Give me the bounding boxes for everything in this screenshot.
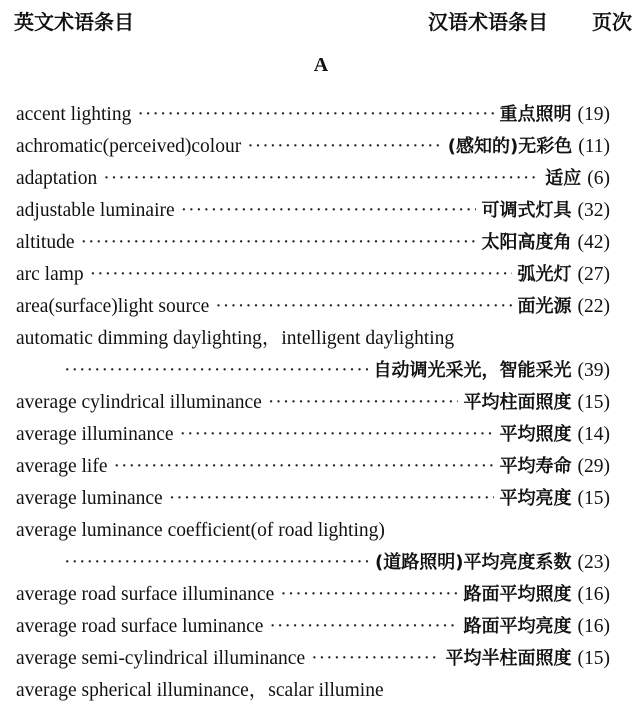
dot-leader <box>103 163 539 195</box>
column-heading-chinese: 汉语术语条目 <box>428 10 548 34</box>
page-number: (15) <box>577 488 610 509</box>
page-number: (14) <box>577 424 610 445</box>
page-number: (19) <box>577 104 610 125</box>
dot-leader <box>113 451 493 483</box>
page-number: (15) <box>577 648 610 669</box>
chinese-term: 适应 <box>545 168 582 189</box>
index-entry <box>16 675 610 707</box>
page-number: (16) <box>577 584 610 605</box>
dot-leader <box>90 259 512 291</box>
page-number: (15) <box>577 392 610 413</box>
index-entry <box>16 131 610 163</box>
page-header <box>14 6 634 32</box>
page-number: (27) <box>577 264 610 285</box>
chinese-term: 自动调光采光，智能采光 <box>373 360 572 381</box>
index-entry <box>16 195 610 227</box>
english-term: average life <box>16 456 108 477</box>
chinese-term: 平均亮度 <box>499 488 572 509</box>
chinese-term: (感知的)无彩色 <box>447 136 573 157</box>
chinese-term: 路面平均亮度 <box>463 616 572 637</box>
english-term: adjustable luminaire <box>16 200 175 221</box>
dot-leader <box>181 195 476 227</box>
dot-leader <box>180 419 494 451</box>
section-letter: A <box>313 54 329 76</box>
dot-leader <box>280 579 457 611</box>
chinese-term: 可调式灯具 <box>481 200 572 221</box>
index-entry <box>16 259 610 291</box>
index-entry <box>16 419 610 451</box>
dot-leader <box>80 227 475 259</box>
index-entry-continuation <box>16 547 610 579</box>
index-entry <box>16 323 610 355</box>
index-entry-continuation <box>16 355 610 387</box>
page-number: (32) <box>577 200 610 221</box>
column-heading-page: 页次 <box>592 10 632 34</box>
column-heading-english: 英文术语条目 <box>14 10 134 34</box>
index-entry <box>16 579 610 611</box>
index-entries <box>16 99 610 707</box>
chinese-term: 平均寿命 <box>499 456 572 477</box>
page-number: (6) <box>587 168 610 189</box>
index-entry <box>16 227 610 259</box>
english-term: adaptation <box>16 168 98 189</box>
index-entry <box>16 611 610 643</box>
english-term: achromatic(perceived)colour <box>16 136 242 157</box>
english-term: average spherical illuminance，scalar illumine <box>16 680 384 701</box>
chinese-term: 面光源 <box>517 296 572 317</box>
page-number: (11) <box>578 136 610 157</box>
chinese-term: 重点照明 <box>499 104 572 125</box>
index-entry <box>16 483 610 515</box>
dot-leader <box>268 387 458 419</box>
chinese-term: 太阳高度角 <box>481 232 572 253</box>
index-entry <box>16 643 610 675</box>
chinese-term: 平均半柱面照度 <box>445 648 572 669</box>
index-entry <box>16 451 610 483</box>
page-number: (16) <box>577 616 610 637</box>
page-number: (22) <box>577 296 610 317</box>
english-term: average semi-cylindrical illuminance <box>16 648 306 669</box>
index-entry <box>16 387 610 419</box>
english-term: arc lamp <box>16 264 84 285</box>
english-term: average illuminance <box>16 424 174 445</box>
dot-leader <box>169 483 494 515</box>
english-term: average road surface luminance <box>16 616 264 637</box>
chinese-term: 路面平均照度 <box>463 584 572 605</box>
english-term: accent lighting <box>16 104 132 125</box>
chinese-term: 平均柱面照度 <box>463 392 572 413</box>
dot-leader <box>311 643 439 675</box>
index-entry <box>16 291 610 323</box>
page-number: (29) <box>577 456 610 477</box>
page-number: (42) <box>577 232 610 253</box>
index-entry <box>16 163 610 195</box>
dot-leader <box>215 291 511 323</box>
page-number: (39) <box>577 360 610 381</box>
dot-leader <box>137 99 493 131</box>
index-entry <box>16 515 610 547</box>
english-term: average cylindrical illuminance <box>16 392 262 413</box>
english-term: average luminance <box>16 488 163 509</box>
page-number: (23) <box>577 552 610 573</box>
index-entry <box>16 99 610 131</box>
english-term: altitude <box>16 232 75 253</box>
dot-leader <box>64 547 369 579</box>
english-term: average road surface illuminance <box>16 584 275 605</box>
chinese-term: (道路照明)平均亮度系数 <box>375 552 572 573</box>
dot-leader <box>269 611 457 643</box>
english-term: area(surface)light source <box>16 296 210 317</box>
chinese-term: 平均照度 <box>499 424 572 445</box>
chinese-term: 弧光灯 <box>517 264 572 285</box>
english-term: automatic dimming daylighting，intelligent daylighting <box>16 328 455 349</box>
english-term: average luminance coefficient(of road lighting) <box>16 520 385 541</box>
dot-leader <box>247 131 442 163</box>
dot-leader <box>64 355 368 387</box>
